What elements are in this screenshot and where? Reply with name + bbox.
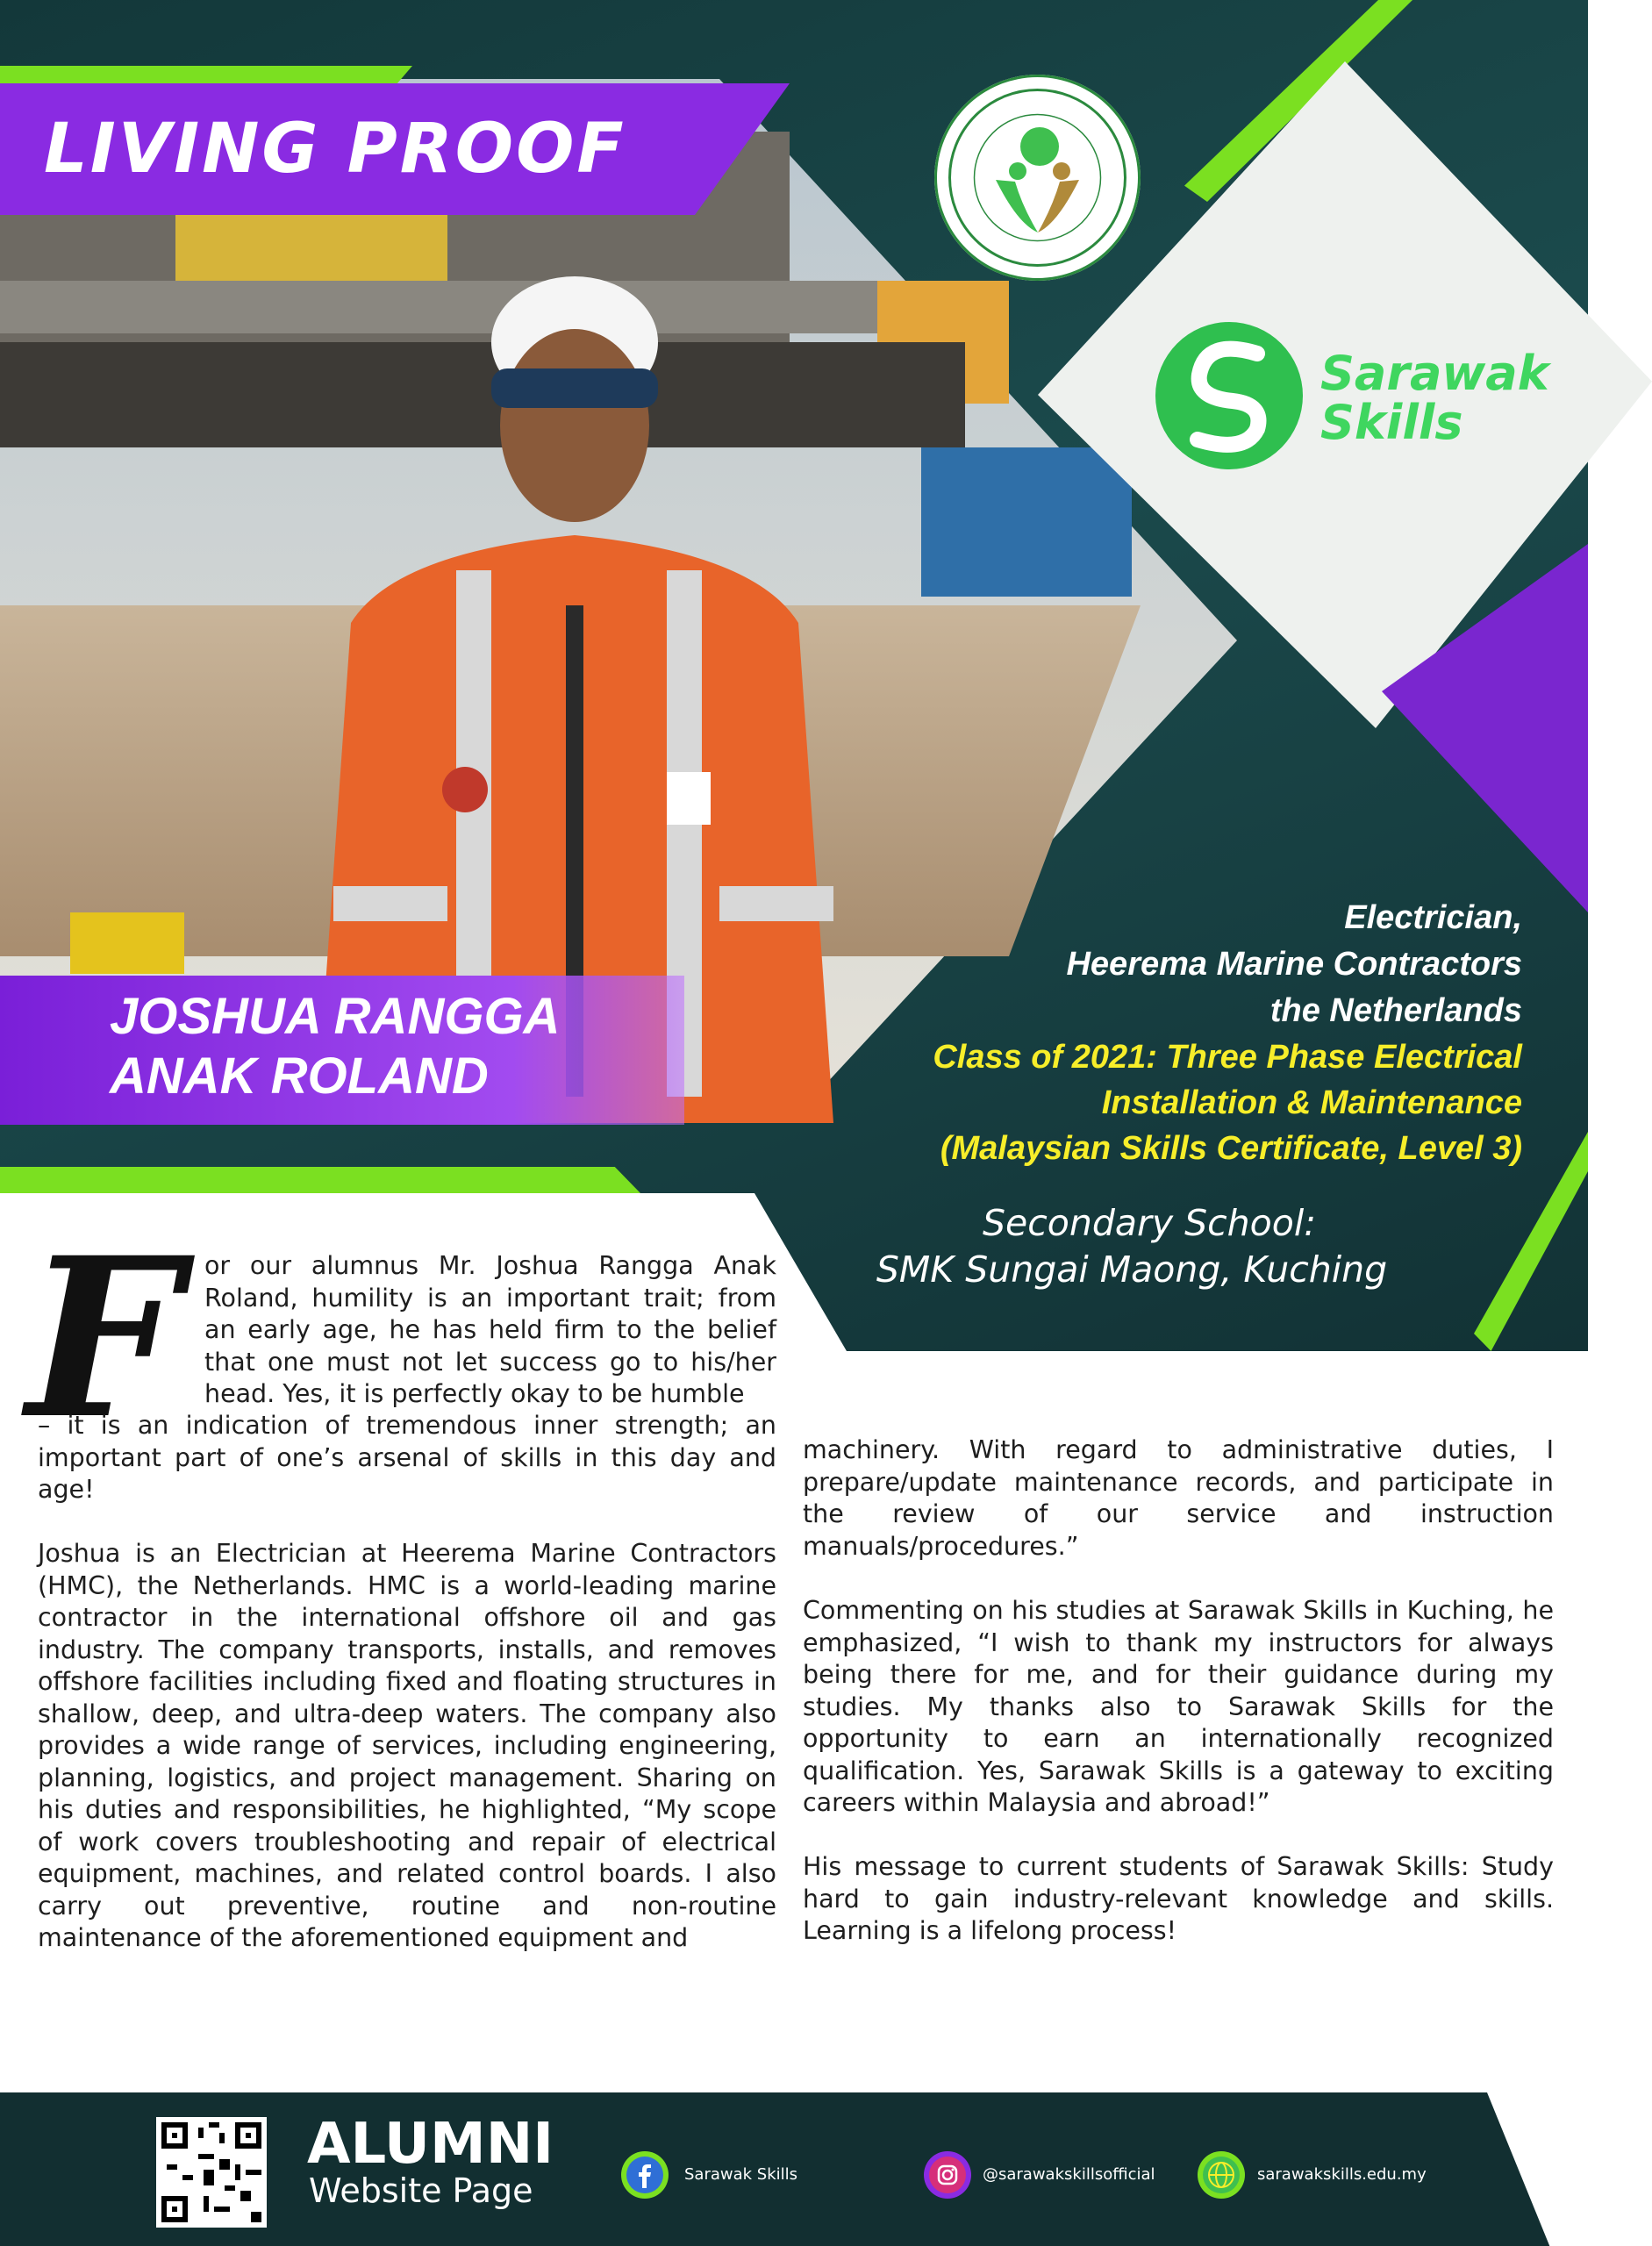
- employer: Heerema Marine Contractors: [1066, 946, 1522, 983]
- website-link[interactable]: sarawakskills.edu.my: [1257, 2165, 1427, 2184]
- facebook-icon[interactable]: [621, 2151, 669, 2199]
- class-line-1: Class of 2021: Three Phase Electrical: [933, 1039, 1522, 1076]
- class-line-2: Installation & Maintenance: [1101, 1084, 1522, 1121]
- employer-country: the Netherlands: [1269, 992, 1522, 1029]
- article-paragraph-4: Commenting on his studies at Sarawak Skills in Kuching, he emphasized, “I wish to thank my instructors for always being there for me, and for their guidance during my studies. My thanks also to Sarawak Skills for the opportunity to earn an internationally recognized qualification. Yes, Sarawak Skills is a gateway to exciting careers within Malaysia and abroad!”: [803, 1596, 1554, 1817]
- instagram-link[interactable]: @sarawakskillsofficial: [983, 2165, 1155, 2184]
- sarawak-skills-logo-icon: [1154, 320, 1305, 471]
- article-lead-continued: – it is an indication of tremendous inner strength; an important part of one’s arsenal of skills in this day and age!: [38, 1411, 776, 1504]
- globe-icon[interactable]: [1198, 2151, 1245, 2199]
- article-lead: or our alumnus Mr. Joshua Rangga Anak Roland, humility is an important trait; from an early age, he has held firm to the belief that one must not let success go to his/her head. Yes, it is perfectly okay to be humble: [204, 1251, 776, 1408]
- instagram-icon[interactable]: [924, 2151, 971, 2199]
- alumni-association-seal: [934, 75, 1141, 281]
- school-label: Secondary School:: [982, 1202, 1317, 1244]
- article-paragraph-3: machinery. With regard to administrative duties, I prepare/update maintenance records, and participate in the review of our service and instruction manuals/procedures.”: [803, 1435, 1554, 1561]
- sarawak-skills-logo-text: Sarawak Skills: [1320, 346, 1549, 450]
- article-paragraph-5: His message to current students of Sarawak Skills: Study hard to gain industry-relevant knowledge and skills. Learning is a lifelong process!: [803, 1852, 1554, 1945]
- school-name: SMK Sungai Maong, Kuching: [876, 1248, 1388, 1291]
- decor-green-bar: [0, 1167, 640, 1193]
- alumnus-name: JOSHUA RANGGA ANAK ROLAND: [110, 988, 561, 1105]
- drop-cap: F: [26, 1209, 182, 1467]
- job-title: Electrician,: [1344, 899, 1522, 936]
- article-paragraph-2: Joshua is an Electrician at Heerema Marine Contractors (HMC), the Netherlands. HMC is a world-leading marine contractor in the international offshore oil and gas industry. The company transports, installs, and removes offshore facilities including fixed and floating structures in shallow, deep, and ultra-deep waters. The company also provides a wide range of services, including engineering, planning, logistics, and project management. Sharing on his duties and responsibilities, he highlighted, “My scope of work covers troubleshooting and repair of electrical equipment, machines, and related control boards. I also carry out preventive, routine and non-routine maintenance of the aforementioned equipment and: [38, 1539, 776, 1952]
- qr-code[interactable]: [156, 2117, 267, 2228]
- page-title: LIVING PROOF: [44, 110, 626, 189]
- facebook-link[interactable]: Sarawak Skills: [684, 2165, 798, 2184]
- class-line-3: (Malaysian Skills Certificate, Level 3): [940, 1130, 1522, 1167]
- footer-title: ALUMNI: [307, 2112, 554, 2177]
- footer-subtitle: Website Page: [309, 2171, 533, 2210]
- banner-accent: [0, 66, 412, 85]
